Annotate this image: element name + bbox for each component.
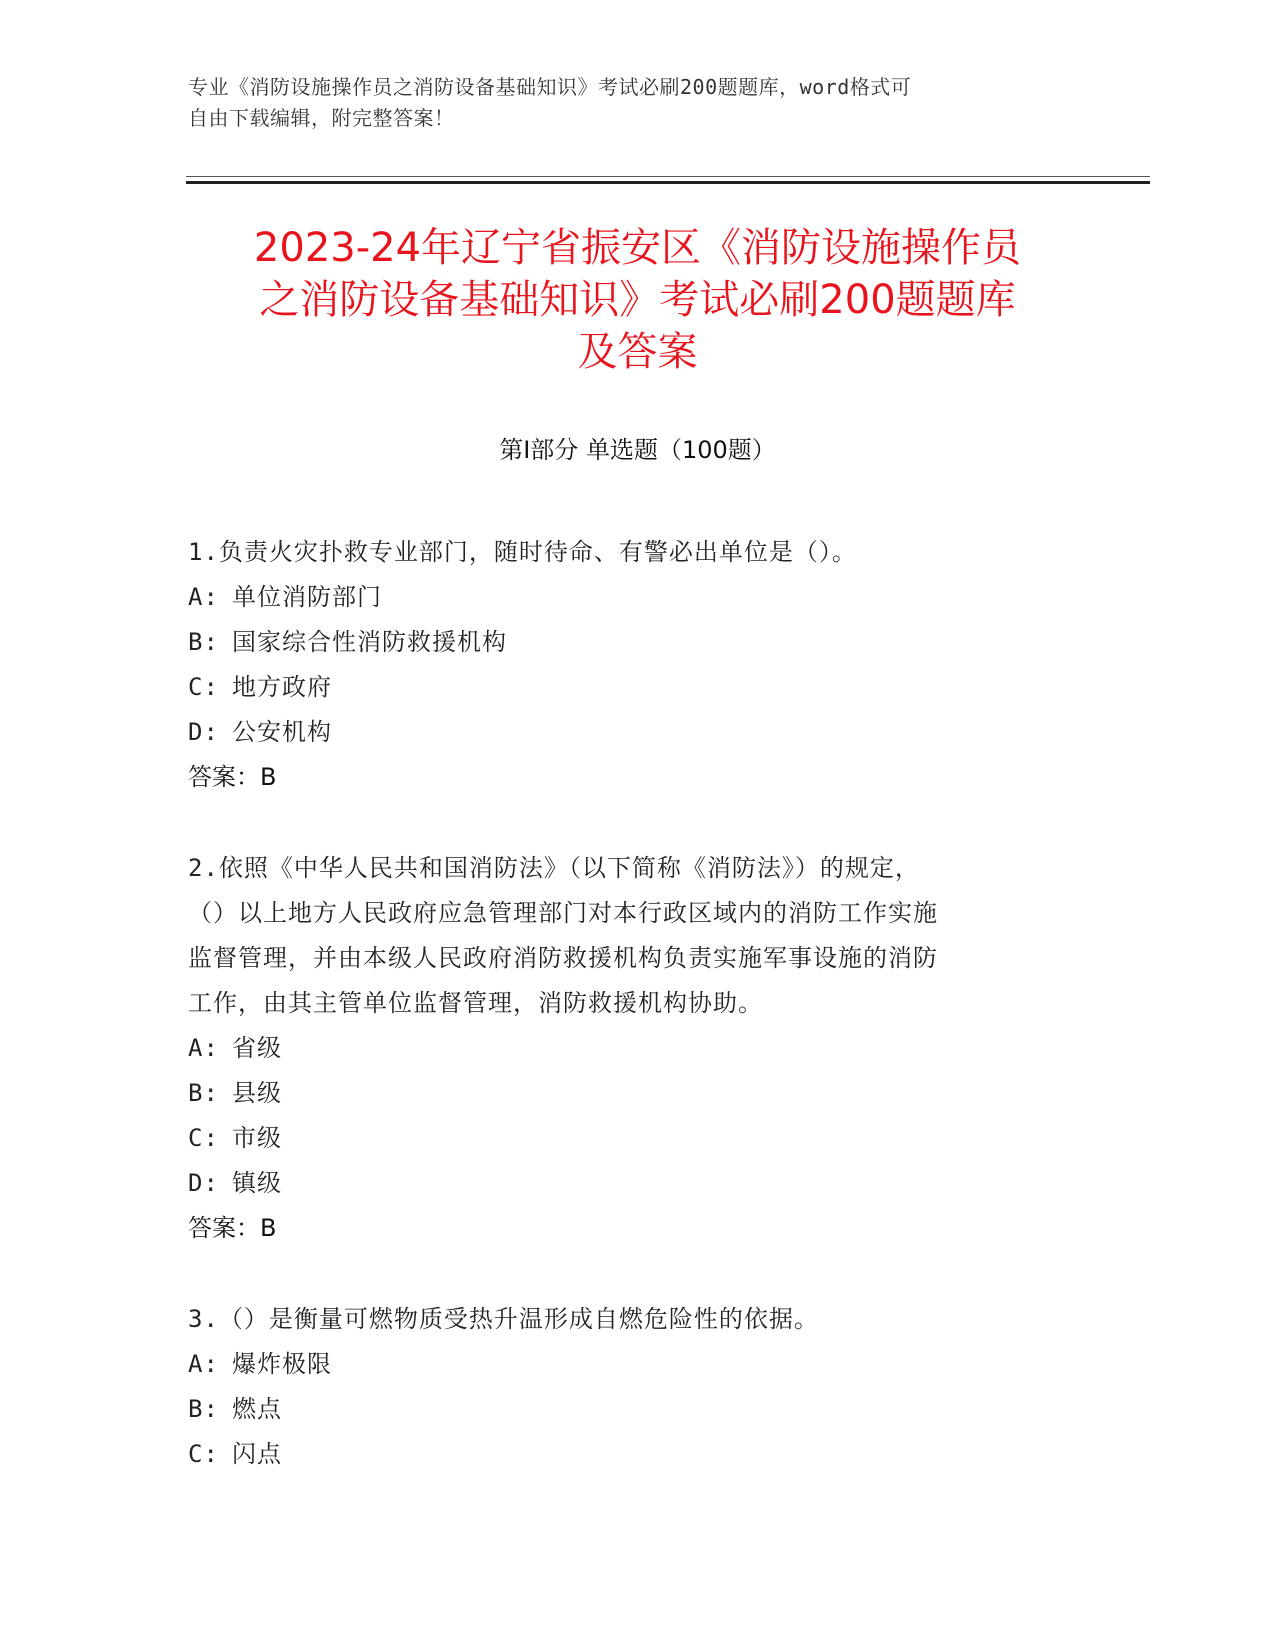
option-key: B: <box>188 1395 219 1423</box>
option-key: A: <box>188 583 219 611</box>
question-2 <box>188 846 1068 1251</box>
question-stem-line-2: （）以上地方人民政府应急管理部门对本行政区域内的消防工作实施 <box>188 899 938 927</box>
option-a <box>188 1342 1068 1387</box>
option-key: B: <box>188 628 219 656</box>
title-line-3: 及答案 <box>577 329 698 375</box>
option-a <box>188 1026 1068 1071</box>
option-text: 镇级 <box>232 1169 282 1197</box>
document-title <box>150 222 1125 378</box>
option-key: A: <box>188 1034 219 1062</box>
question-stem-line-1: 2.依照《中华人民共和国消防法》（以下简称《消防法》）的规定， <box>188 854 920 882</box>
option-b <box>188 1387 1068 1432</box>
option-text: 省级 <box>232 1034 282 1062</box>
option-d <box>188 710 1068 755</box>
option-a <box>188 575 1068 620</box>
option-text: 国家综合性消防救援机构 <box>232 628 507 656</box>
option-c <box>188 1116 1068 1161</box>
option-key: A: <box>188 1350 219 1378</box>
header-divider-thick <box>186 181 1150 184</box>
header-line-1: 专业《消防设施操作员之消防设备基础知识》考试必刷200题题库，word格式可 <box>188 75 912 99</box>
header-line-2: 自由下载编辑，附完整答案！ <box>188 106 455 130</box>
question-3 <box>188 1297 1068 1477</box>
title-line-2: 之消防设备基础知识》考试必刷200题题库 <box>259 277 1016 323</box>
title-line-1: 2023-24年辽宁省振安区《消防设施操作员 <box>253 225 1022 271</box>
option-text: 闪点 <box>232 1440 282 1468</box>
question-1 <box>188 530 1068 800</box>
option-text: 公安机构 <box>232 718 332 746</box>
question-stem-line-4: 工作，由其主管单位监督管理，消防救援机构协助。 <box>188 989 763 1017</box>
header-divider-thin <box>186 176 1150 177</box>
option-key: C: <box>188 1124 219 1152</box>
option-key: D: <box>188 718 219 746</box>
question-stem: 1.负责火灾扑救专业部门，随时待命、有警必出单位是（）。 <box>188 538 857 566</box>
option-text: 县级 <box>232 1079 282 1107</box>
option-text: 地方政府 <box>232 673 332 701</box>
question-list <box>188 530 1068 1523</box>
option-d <box>188 1161 1068 1206</box>
option-key: C: <box>188 673 219 701</box>
option-text: 单位消防部门 <box>232 583 382 611</box>
option-key: D: <box>188 1169 219 1197</box>
option-text: 爆炸极限 <box>232 1350 332 1378</box>
option-key: C: <box>188 1440 219 1468</box>
page-header <box>188 72 1068 134</box>
question-stem: 3.（）是衡量可燃物质受热升温形成自燃危险性的依据。 <box>188 1305 819 1333</box>
option-b <box>188 620 1068 665</box>
option-text: 燃点 <box>232 1395 282 1423</box>
option-text: 市级 <box>232 1124 282 1152</box>
option-c <box>188 665 1068 710</box>
question-stem-line-3: 监督管理，并由本级人民政府消防救援机构负责实施军事设施的消防 <box>188 944 938 972</box>
option-key: B: <box>188 1079 219 1107</box>
option-b <box>188 1071 1068 1116</box>
answer-line: 答案：B <box>188 763 277 791</box>
option-c <box>188 1432 1068 1477</box>
section-title: 第Ⅰ部分 单选题（100题） <box>499 436 776 464</box>
answer-line: 答案：B <box>188 1214 277 1242</box>
